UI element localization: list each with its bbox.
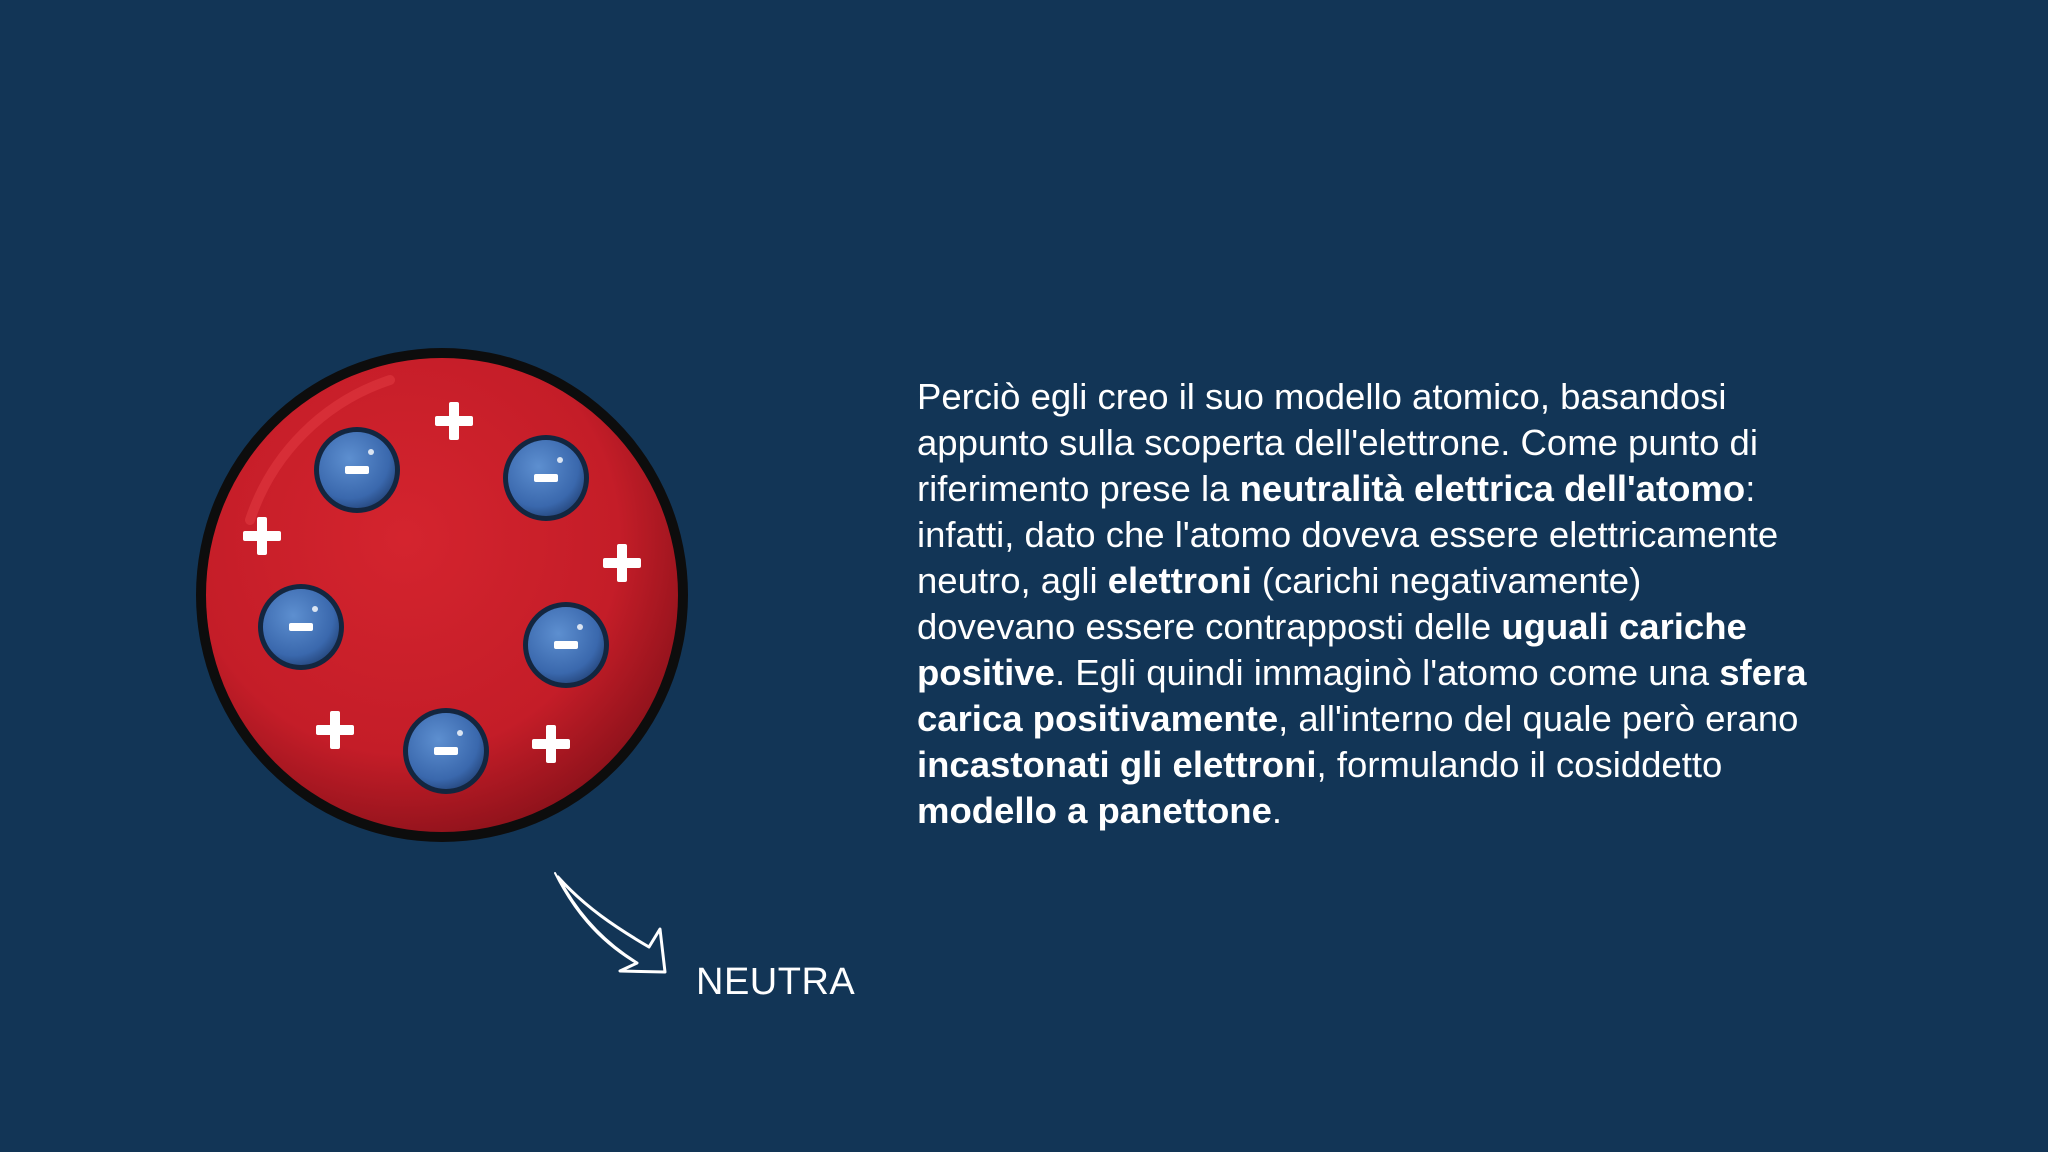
text-run: dovevano essere contrapposti delle [917,606,1502,647]
bold-text-run: uguali cariche [1501,606,1747,647]
bold-text-run: carica positivamente [917,698,1279,739]
text-run: , formulando il cosiddetto [1316,744,1723,785]
paragraph-line [917,466,1917,512]
text-run: . Egli quindi immaginò l'atomo come una [1054,652,1720,693]
paragraph-line [917,742,1917,788]
neutral-label: NEUTRA [696,961,856,1003]
minus-icon [534,474,558,482]
paragraph-line [917,696,1917,742]
text-run: appunto sulla scoperta dell'elettrone. Come punto di [917,422,1758,463]
paragraph-line [917,604,1917,650]
paragraph-line [917,374,1917,420]
text-run: neutro, agli [917,560,1108,601]
atom-svg [180,330,720,870]
minus-icon [289,623,313,631]
bold-text-run: neutralità elettrica dell'atomo [1239,468,1746,509]
bold-text-run: incastonati gli elettroni [917,744,1317,785]
electron [403,708,489,794]
paragraph-line [917,788,1917,834]
description-paragraph [917,374,1917,834]
text-run: infatti, dato che l'atomo doveva essere elettricamente [917,514,1779,555]
text-run: . [1271,790,1283,831]
minus-icon [345,466,369,474]
text-run: Perciò egli creo il suo modello atomico, basandosi [917,376,1727,417]
bold-text-run: positive [917,652,1055,693]
electron [258,584,344,670]
bold-text-run: sfera [1719,652,1807,693]
electron [503,435,589,521]
text-run: , all'interno del quale però erano [1278,698,1799,739]
plum-pudding-atom-diagram [180,330,720,870]
electron [314,427,400,513]
minus-icon [554,641,578,649]
bold-text-run: elettroni [1107,560,1252,601]
bold-text-run: modello a panettone [917,790,1272,831]
text-run: (carichi negativamente) [1251,560,1642,601]
hand-drawn-arrow-icon [545,865,680,980]
paragraph-line [917,420,1917,466]
minus-icon [434,747,458,755]
text-run: : [1745,468,1756,509]
electron [523,602,609,688]
text-run: riferimento prese la [917,468,1240,509]
paragraph-line [917,650,1917,696]
paragraph-line [917,512,1917,558]
arrow-svg [545,865,680,980]
paragraph-line [917,558,1917,604]
